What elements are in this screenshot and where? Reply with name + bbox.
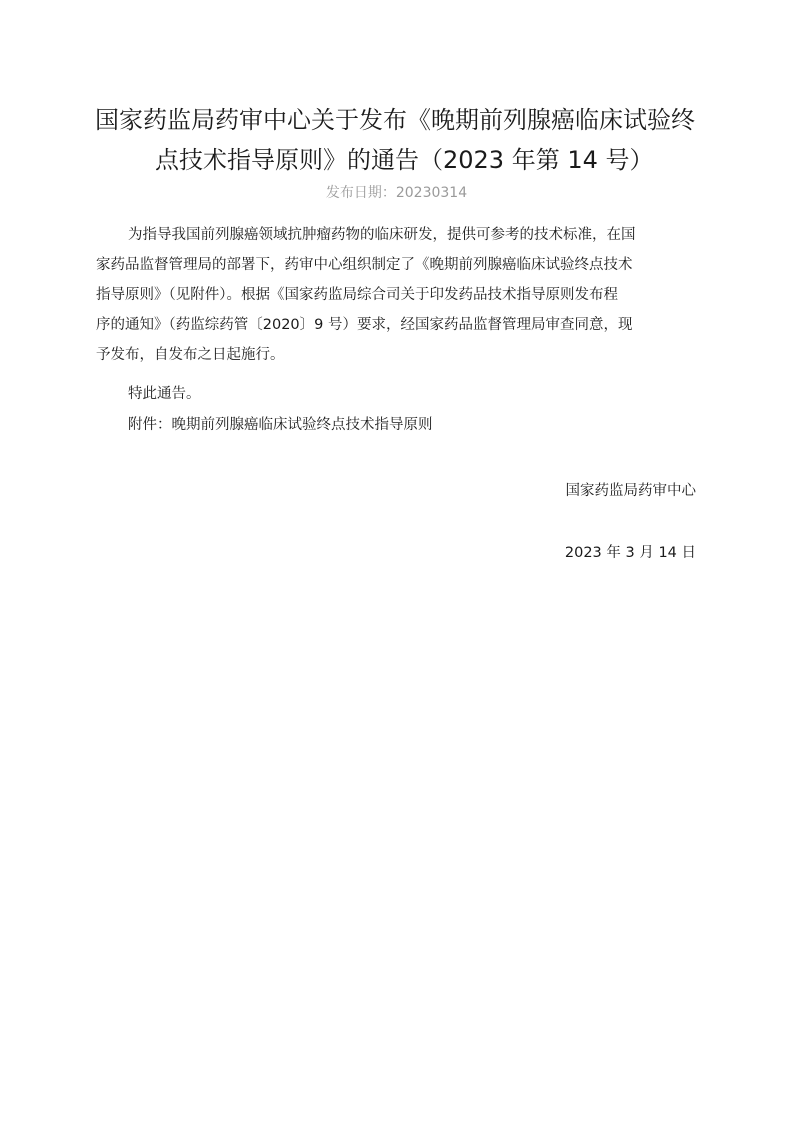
body-line-4: 序的通知》（药监综药管〔2020〕9 号）要求，经国家药品监督管理局审查同意，现 bbox=[96, 317, 633, 333]
notice-title-line-1: 国家药监局药审中心关于发布《晚期前列腺癌临床试验终 bbox=[95, 106, 695, 134]
signature-organization: 国家药监局药审中心 bbox=[565, 483, 696, 499]
body-line-5: 予发布，自发布之日起施行。 bbox=[96, 347, 285, 363]
publish-date: 发布日期：20230314 bbox=[325, 185, 468, 201]
body-line-3: 指导原则》（见附件）。根据《国家药监局综合司关于印发药品技术指导原则发布程 bbox=[96, 287, 618, 303]
body-line-2: 家药品监督管理局的部署下，药审中心组织制定了《晚期前列腺癌临床试验终点技术 bbox=[96, 257, 633, 273]
signature-date: 2023 年 3 月 14 日 bbox=[564, 545, 696, 561]
attachment-line: 附件：晚期前列腺癌临床试验终点技术指导原则 bbox=[128, 417, 433, 433]
closing-note: 特此通告。 bbox=[128, 386, 201, 402]
notice-title-line-2: 点技术指导原则》的通告（2023 年第 14 号） bbox=[155, 146, 654, 174]
body-line-1: 为指导我国前列腺癌领域抗肿瘤药物的临床研发，提供可参考的技术标准，在国 bbox=[128, 227, 636, 243]
notice-body-paragraph bbox=[96, 220, 696, 370]
